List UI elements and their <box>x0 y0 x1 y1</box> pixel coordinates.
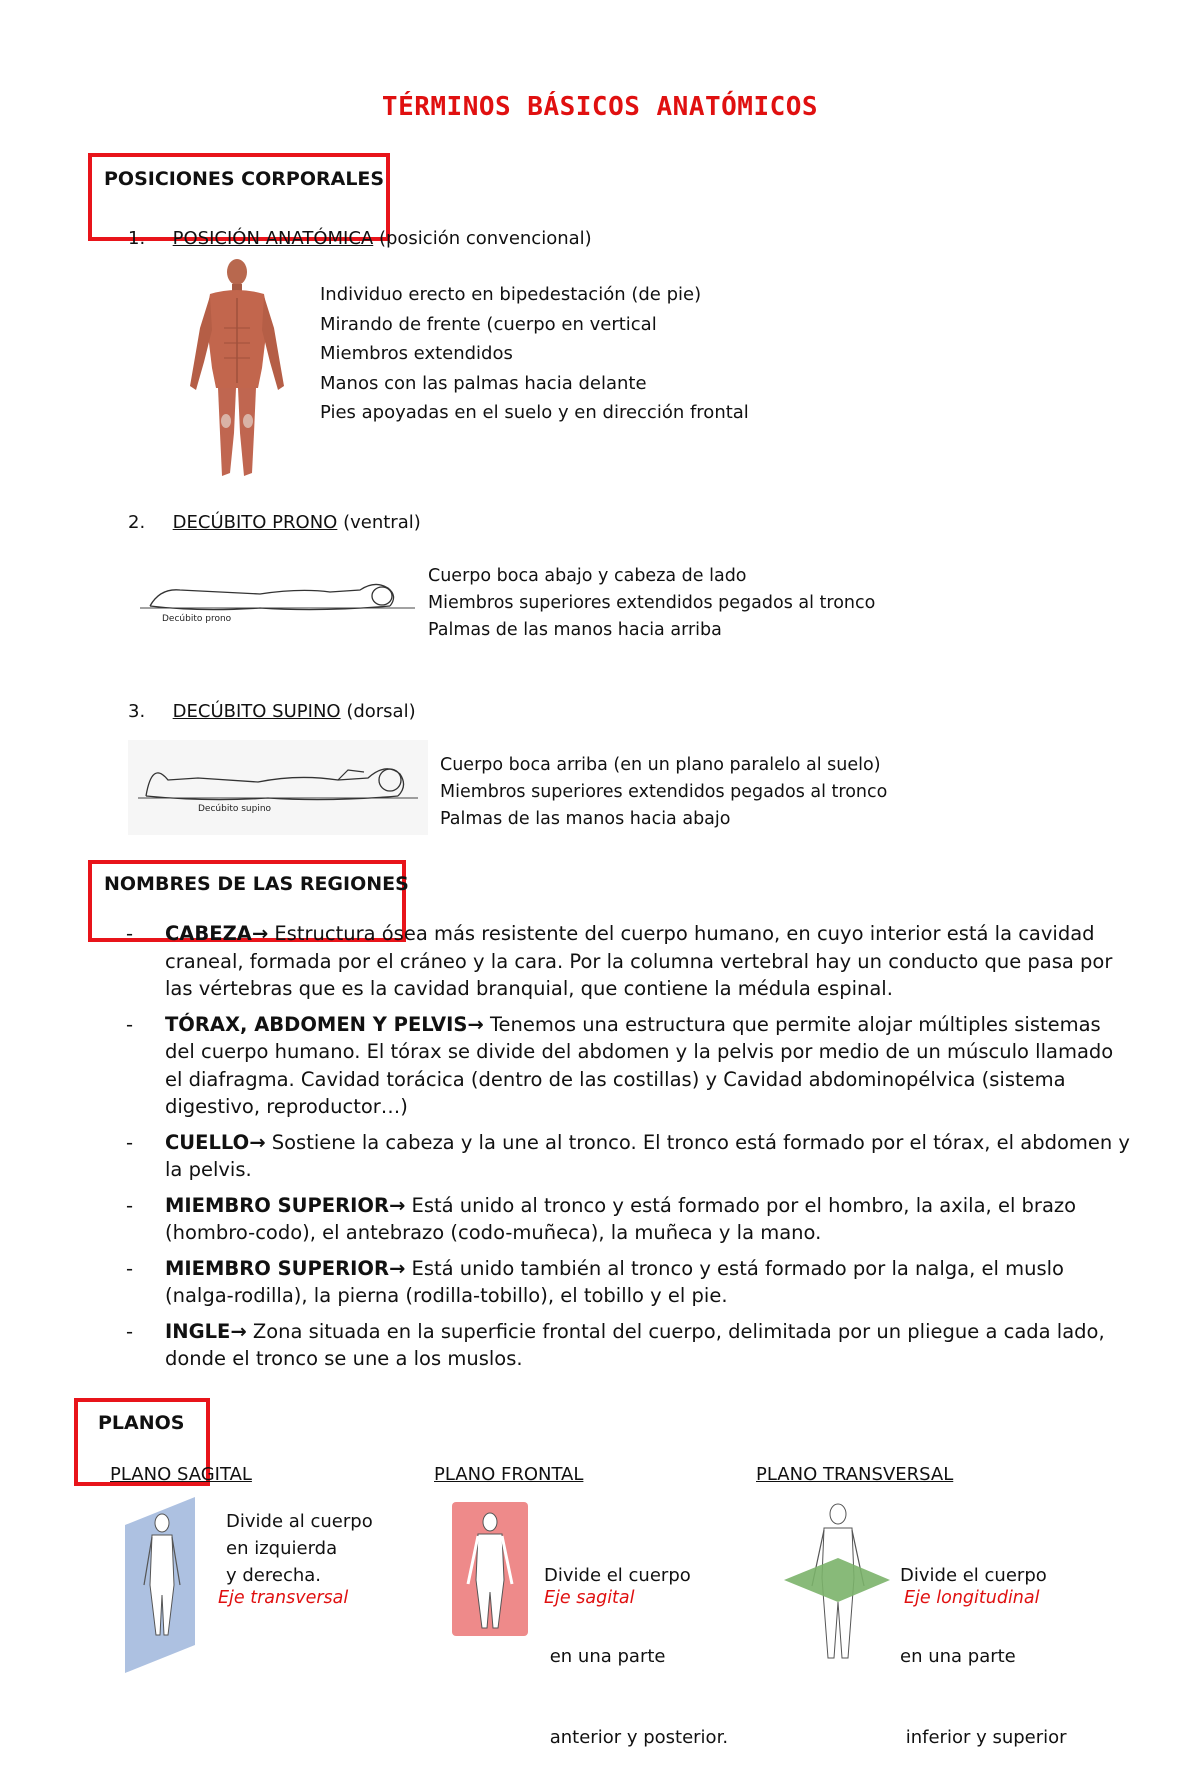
description-line: Miembros superiores extendidos pegados al tronco <box>428 593 876 613</box>
region-term: INGLE→ <box>165 1319 247 1343</box>
description-line: Divide el cuerpo <box>900 1565 1047 1586</box>
frontal-plane-image <box>448 1500 533 1640</box>
description-line: Cuerpo boca arriba (en un plano paralelo al suelo) <box>440 755 881 775</box>
description-line: Individuo erecto en bipedestación (de pie) <box>320 284 702 305</box>
plane-axis: Eje sagital <box>544 1588 635 1608</box>
region-text: Está unido al tronco y está formado por el hombro, la axila, el brazo (hombro-codo), el antebrazo (codo-muñeca), la muñeca y la mano. <box>165 1193 1077 1244</box>
description-line: Divide el cuerpo <box>544 1565 691 1586</box>
sagittal-plane-image <box>120 1495 200 1675</box>
supine-figure-image <box>128 740 428 835</box>
list-item <box>120 1011 1130 1121</box>
list-dash: - <box>126 1130 134 1154</box>
position-name: POSICIÓN ANATÓMICA <box>172 228 374 249</box>
list-dash: - <box>126 1256 134 1280</box>
section-heading-planos: PLANOS <box>98 1412 185 1434</box>
region-text: Sostiene la cabeza y la une al tronco. El tronco está formado por el tórax, el abdomen y la pelvis. <box>165 1130 1130 1181</box>
regions-list <box>120 920 1130 1381</box>
list-item <box>120 1129 1130 1184</box>
list-dash: - <box>126 1193 134 1217</box>
description-line: anterior y posterior. <box>544 1727 729 1748</box>
plane-description <box>226 1508 373 1589</box>
plane-name: PLANO TRANSVERSAL <box>756 1464 954 1485</box>
section-heading-posiciones: POSICIONES CORPORALES <box>104 168 385 190</box>
region-term: CUELLO→ <box>165 1130 266 1154</box>
region-term: TÓRAX, ABDOMEN Y PELVIS→ <box>165 1012 484 1036</box>
image-caption: Decúbito prono <box>162 614 232 624</box>
description-line: Mirando de frente (cuerpo en vertical <box>320 313 657 335</box>
position-number: 1. <box>128 228 146 249</box>
position-number: 2. <box>128 512 146 533</box>
description-line: en una parte <box>544 1646 666 1667</box>
position-heading <box>128 224 592 254</box>
region-term: CABEZA→ <box>165 922 269 945</box>
list-item <box>120 1318 1130 1373</box>
list-dash: - <box>126 922 134 945</box>
description-line: en izquierda <box>226 1538 338 1559</box>
description-line: Cuerpo boca abajo y cabeza de lado <box>428 566 747 586</box>
region-text: Estructura ósea más resistente del cuerpo humano, en cuyo interior está la cavidad craneal, formada por el cráneo y la cara. Por la columna vertebral hay un conducto que pasa por las vértebras que es la cavidad branquial, que contiene la médula espinal. <box>165 922 1113 1000</box>
region-term: MIEMBRO SUPERIOR→ <box>165 1256 406 1280</box>
anatomical-figure-image <box>180 258 295 483</box>
position-qualifier: (ventral) <box>343 512 421 533</box>
plane-description <box>544 1508 728 1778</box>
region-text: Zona situada en la superficie frontal del cuerpo, delimitada por un pliegue a cada lado, donde el tronco se une a los muslos. <box>165 1319 1105 1370</box>
description-line: Miembros superiores extendidos pegados al tronco <box>440 782 888 802</box>
list-dash: - <box>126 1012 134 1036</box>
plane-name: PLANO SAGITAL <box>110 1464 252 1485</box>
position-description <box>440 752 887 833</box>
prone-figure-image <box>140 570 415 635</box>
plane-axis: Eje longitudinal <box>904 1588 1040 1608</box>
region-text: Tenemos una estructura que permite alojar múltiples sistemas del cuerpo humano. El tórax se divide del abdomen y la pelvis por medio de un músculo llamado el diafragma. Cavidad torácica (dentro de las costillas) y Cavidad abdominopélvica (sistema digestivo, reproductor…) <box>165 1012 1114 1118</box>
description-line: en una parte <box>900 1646 1016 1667</box>
position-qualifier: (dorsal) <box>346 701 416 722</box>
description-line: Palmas de las manos hacia abajo <box>440 809 731 829</box>
region-text: Está unido también al tronco y está formado por la nalga, el muslo (nalga-rodilla), la pierna (rodilla-tobillo), el tobillo y el pie. <box>165 1256 1064 1307</box>
plane-axis: Eje transversal <box>218 1588 349 1608</box>
description-line: Palmas de las manos hacia arriba <box>428 620 722 640</box>
position-name: DECÚBITO PRONO <box>172 512 338 533</box>
list-item <box>120 920 1130 1003</box>
description-line: Pies apoyadas en el suelo y en dirección frontal <box>320 402 749 423</box>
description-line: Divide al cuerpo <box>226 1511 373 1532</box>
image-caption: Decúbito supino <box>198 804 272 814</box>
plane-description <box>900 1508 1067 1778</box>
position-name: DECÚBITO SUPINO <box>172 701 341 722</box>
transverse-plane-image <box>782 1498 892 1673</box>
list-item <box>120 1192 1130 1247</box>
list-dash: - <box>126 1319 134 1343</box>
description-line: Manos con las palmas hacia delante <box>320 372 647 394</box>
page-title: TÉRMINOS BÁSICOS ANATÓMICOS <box>381 92 819 122</box>
position-description <box>428 563 875 644</box>
section-heading-regiones: NOMBRES DE LAS REGIONES <box>104 873 409 895</box>
list-item <box>120 1255 1130 1310</box>
description-line: y derecha. <box>226 1565 322 1586</box>
position-heading <box>128 508 421 538</box>
description-line: inferior y superior <box>900 1727 1067 1748</box>
plane-name: PLANO FRONTAL <box>434 1464 584 1485</box>
position-number: 3. <box>128 701 146 722</box>
region-term: MIEMBRO SUPERIOR→ <box>165 1193 406 1217</box>
description-line: Miembros extendidos <box>320 343 513 364</box>
position-description <box>320 280 749 428</box>
position-qualifier: (posición convencional) <box>378 228 592 249</box>
position-heading <box>128 697 416 727</box>
